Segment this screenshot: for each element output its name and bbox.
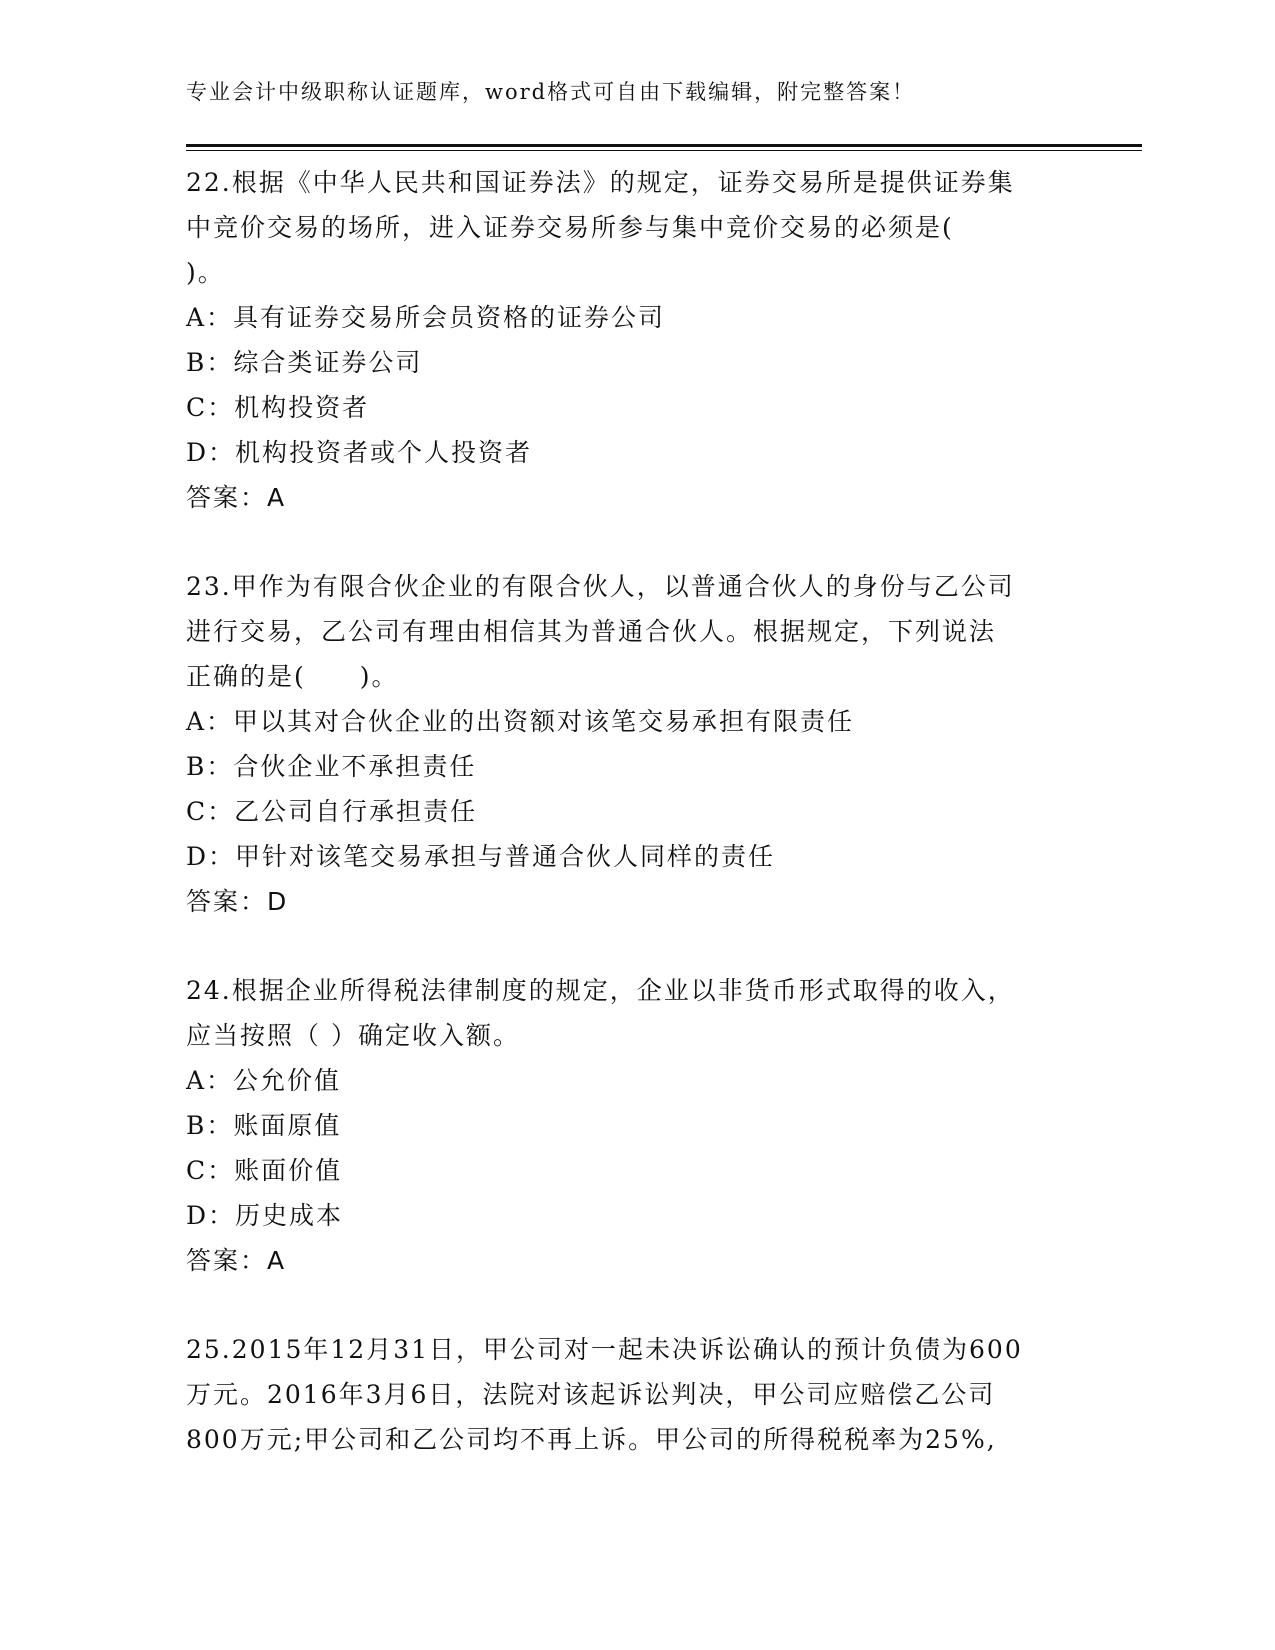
question-stem-line: 万元。2016年3月6日，法院对该起诉讼判决，甲公司应赔偿乙公司 [186, 1380, 996, 1409]
option-b: B：综合类证券公司 [186, 348, 423, 377]
question-stem-line: 24.根据企业所得税法律制度的规定，企业以非货币形式取得的收入， [186, 976, 1015, 1005]
option-c: C：乙公司自行承担责任 [186, 797, 478, 826]
question-stem-line: 应当按照（ ）确定收入额。 [186, 1021, 520, 1050]
question-stem-line: 22.根据《中华人民共和国证券法》的规定，证券交易所是提供证券集 [186, 168, 1015, 197]
option-a: A：公允价值 [186, 1066, 342, 1095]
answer: 答案：A [186, 483, 287, 512]
question-stem-line: 25.2015年12月31日，甲公司对一起未决诉讼确认的预计负债为600 [186, 1335, 1023, 1364]
page-header: 专业会计中级职称认证题库，word格式可自由下载编辑，附完整答案！ [186, 80, 916, 104]
question-stem-line: 正确的是( )。 [186, 662, 399, 691]
question-stem-line: 23.甲作为有限合伙企业的有限合伙人，以普通合伙人的身份与乙公司 [186, 572, 1015, 601]
option-b: B：账面原值 [186, 1111, 342, 1140]
question-stem-line: )。 [186, 258, 225, 287]
question-25 [186, 1327, 1086, 1462]
option-a: A：甲以其对合伙企业的出资额对该笔交易承担有限责任 [186, 707, 855, 736]
option-c: C：账面价值 [186, 1156, 343, 1185]
option-d: D：机构投资者或个人投资者 [186, 438, 533, 467]
header-rule-thin [186, 150, 1142, 151]
question-stem-line: 进行交易，乙公司有理由相信其为普通合伙人。根据规定，下列说法 [186, 617, 997, 646]
option-c: C：机构投资者 [186, 393, 370, 422]
option-d: D：甲针对该笔交易承担与普通合伙人同样的责任 [186, 842, 776, 871]
option-b: B：合伙企业不承担责任 [186, 752, 477, 781]
question-23 [186, 564, 1086, 924]
answer: 答案：D [186, 887, 289, 916]
question-22 [186, 160, 1086, 520]
header-rule [186, 144, 1142, 147]
answer: 答案：A [186, 1246, 287, 1275]
question-stem-line: 800万元;甲公司和乙公司均不再上诉。甲公司的所得税税率为25%, [186, 1425, 997, 1454]
question-stem-line: 中竞价交易的场所，进入证券交易所参与集中竞价交易的必须是( [186, 213, 954, 242]
question-24 [186, 968, 1086, 1283]
question-list [186, 160, 1086, 1506]
option-d: D：历史成本 [186, 1201, 344, 1230]
option-a: A：具有证券交易所会员资格的证券公司 [186, 303, 666, 332]
